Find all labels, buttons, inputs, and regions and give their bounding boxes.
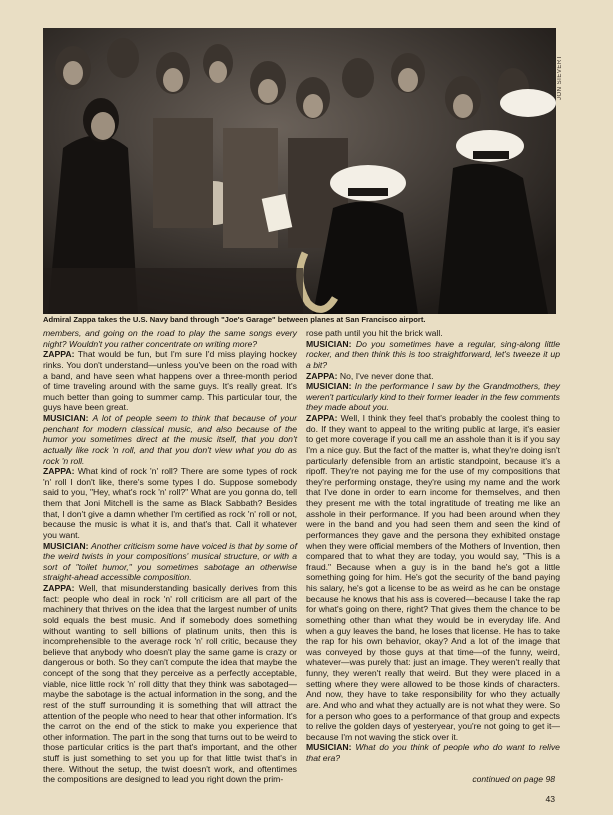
paragraph: [43, 541, 297, 584]
paragraph: [306, 339, 560, 371]
paragraph-text: Do you sometimes have a regular, sing-along little rocker, and then think this is too straightforward, let's tweeze it up a bit?: [306, 338, 560, 370]
speaker-label: ZAPPA:: [43, 466, 75, 477]
speaker-label: MUSICIAN:: [306, 742, 352, 753]
speaker-label: MUSICIAN:: [43, 540, 89, 551]
paragraph-text: Well, I think they feel that's probably the coolest thing to do. If they want to appeal to the writing public at large, it's easier to get more coverage if you call me an asshole than it is if you say I'm a nice guy. But the fact of the matter is, what they're doing isn't particularly defensible from an artistic standpoint, because it's a ripoff. They're not paying me for the use of my compositions that they're performing onstage, they're using my name and the work that I've done in order to earn income for themselves, and then they present me with the total ingratitude of treating me like an asshole in their performance. If you had been around when they were in the band and you had seen them and seen the kind of performances they gave and the persona they exhibited onstage when they were official members of the Mothers of Invention, then compared that to what they are today, you would say, "This is a fraud." Because when a guy is in the band he's got a little something going for him. He's got the security of the band paying his salary, he's got a license to be as weird as he can be onstage because he knows that his ass is covered—because I take the rap for what's going on there, right? That gives them the chance to be something other than what they would be in everyday life. And when a guy leaves the band, he loses that license. He has to take the rap for his own behavior, okay? And a lot of the image that was conveyed by those guys at that time—of the funny, weird, whatever—was purely that: just an image. They weren't really that funny, they weren't really that weird. But they were placed in a setting where they were allowed to be those kinds of characters. And now, they have to take responsibility for who they actually are. And who and what they actually are is not what they were. So for a person who goes to a performance of that group and expects to relive the golden days of yesteryear, you're not going to get it—because I'm not waving the stick over it.: [306, 413, 560, 742]
paragraph-text: members, and going on the road to play the same songs every night? Wouldn't you rather concentrate on writing more?: [43, 328, 297, 349]
paragraph: [43, 328, 297, 349]
paragraph: [43, 466, 297, 540]
paragraph-text: rose path until you hit the brick wall.: [306, 328, 443, 338]
paragraph-text: What kind of rock 'n' roll? There are some types of rock 'n' roll I don't like, there's some types I do. Suppose somebody said to you, "Hey, what's rock 'n' roll?" What are you gonna do, tell them that Joni Mitchell is the same as Black Sabbath? Besides that, I don't give a damn whether I'm certified as rock 'n' roll or not, because the music is what it is, and that's that. Call it whatever you want.: [43, 466, 297, 540]
speaker-label: ZAPPA:: [43, 583, 75, 593]
paragraph-text: Another criticism some have voiced is that by some of the weird twists in your compositions' musical structure, or with a sort of "toilet humor," you sometimes sabotage an otherwise straight-ahead accessible composition.: [43, 540, 297, 583]
paragraph: [306, 328, 560, 339]
speaker-label: ZAPPA:: [306, 413, 338, 423]
paragraph: [43, 413, 297, 466]
speaker-label: ZAPPA:: [306, 370, 338, 381]
photo-credit: JON SIEVERT: [557, 55, 563, 100]
paragraph: [43, 349, 297, 413]
continued-note: continued on page 98: [472, 774, 555, 784]
speaker-label: MUSICIAN:: [43, 413, 89, 423]
paragraph: [43, 583, 297, 785]
navy-band-photo: [43, 28, 556, 314]
paragraph: [306, 381, 560, 413]
speaker-label: MUSICIAN:: [306, 381, 352, 392]
paragraph: [306, 742, 560, 763]
paragraph-text: A lot of people seem to think that because of your penchant for modern classical music, and also because of the humor you sometimes direct at the music itself, that you don't actually like rock 'n roll, and that you don't view what you do as rock 'n roll.: [43, 413, 297, 466]
article-column-left: [43, 328, 297, 785]
article-photo: [43, 28, 556, 314]
speaker-label: MUSICIAN:: [306, 338, 352, 349]
page-number: 43: [545, 794, 555, 804]
paragraph: [306, 371, 560, 382]
paragraph-text: In the performance I saw by the Grandmothers, they weren't particularly kind to their former leader in the few comments they made about you.: [306, 381, 560, 413]
paragraph: [306, 413, 560, 742]
paragraph-text: That would be fun, but I'm sure I'd miss playing hockey rinks. You don't understand—unless you've been on the road with a band, and have seen what happens over a three-month period of time traveling around with the same guys. It's really great. It's much better than going to summer camp. This particular tour, the guys have been great.: [43, 349, 297, 413]
article-column-right: [306, 328, 560, 764]
paragraph-text: No, I've never done that.: [339, 370, 434, 381]
speaker-label: ZAPPA:: [43, 349, 75, 360]
photo-caption: Admiral Zappa takes the U.S. Navy band through "Joe's Garage" between planes at San Francisco airport.: [43, 315, 426, 324]
paragraph-text: What do you think of people who do want to relive that era?: [306, 742, 560, 763]
paragraph-text: Well, that misunderstanding basically derives from this fact: people who deal in rock 'n' roll criticism are all part of the machinery that thrives on the idea that the largest number of units sold equals the best music. And if somebody does something without wanting to sell billions of platinum units, then this is incomprehensible to the average rock 'n' roll critic, because they believe that anybody who doesn't play the same game is crazy or dangerous or both. So they can't compute the idea that maybe the concept of the song that they perceive as a perfectly acceptable, viable, nice little rock 'n' roll ditty that they think was sabotaged—maybe the sabotage is the actual information in the song, and the rest of the stuff surrounding it is something that will attract the attention of the people who need to hear that other information. It's the carrot on the end of the stick to make you experience that other information. The part in the song that turns out to be weird to those particular critics is the part that's important, and the other stuff is just something to set you up for that little twist that's in there. Without the setup, the twist doesn't work, and oftentimes the compositions are designed to lead you right down the prim-: [43, 583, 297, 785]
